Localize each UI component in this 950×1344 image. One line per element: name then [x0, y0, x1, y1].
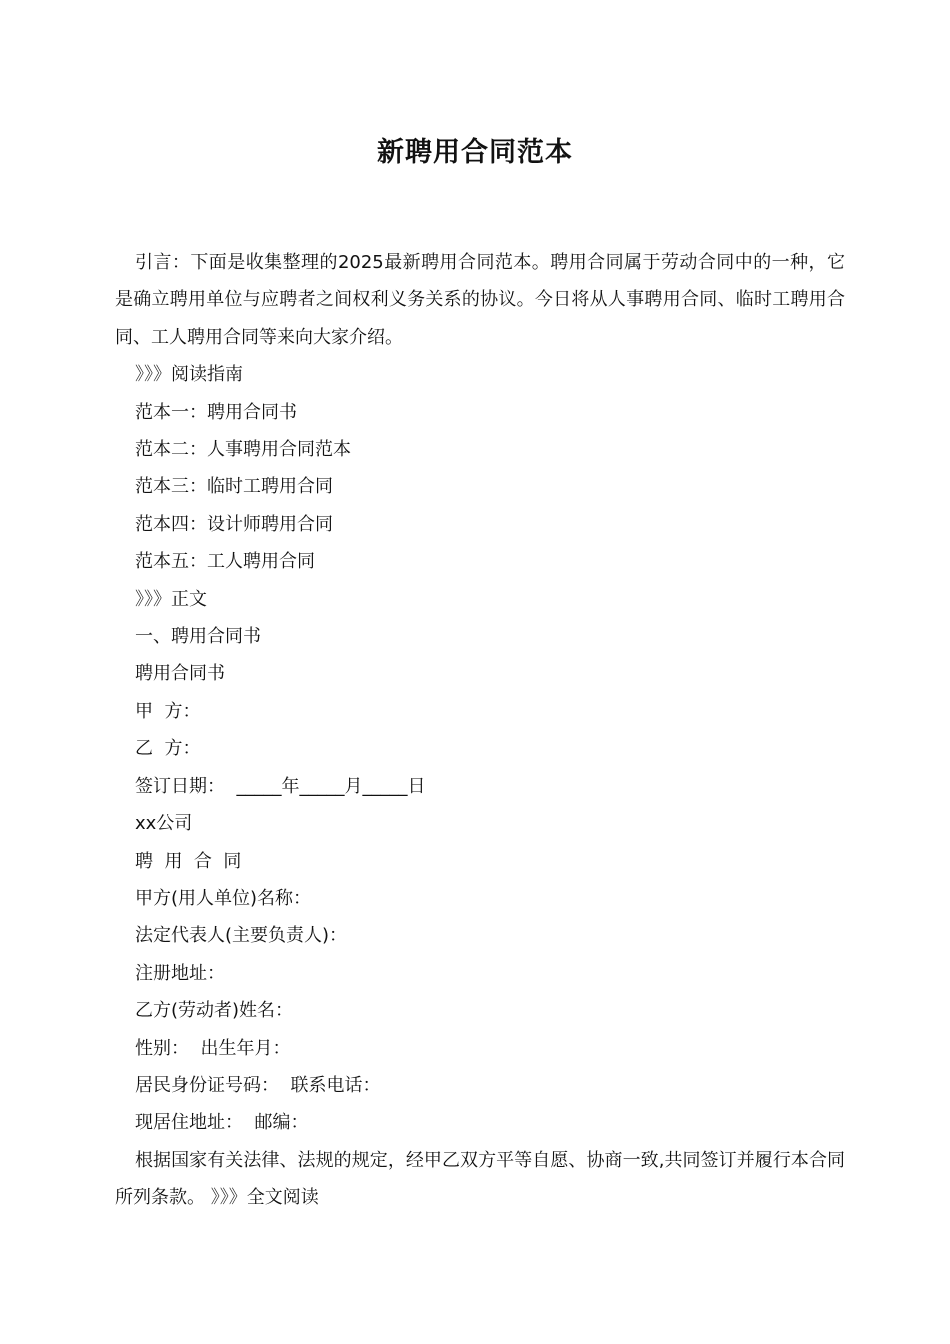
document-body: [115, 244, 845, 1217]
contract-title: 聘用合同书: [135, 663, 225, 685]
company-line: xx公司: [135, 813, 193, 835]
contract-heading: 聘 用 合 同: [135, 850, 242, 872]
guide-item-3: 范本三：临时工聘用合同: [135, 476, 333, 498]
field-registered-address: 注册地址：: [135, 962, 225, 984]
field-gender-birth: 性别： 出生年月：: [135, 1037, 291, 1059]
guide-item-4: 范本四：设计师聘用合同: [135, 513, 333, 535]
intro-paragraph: 引言：下面是收集整理的2025最新聘用合同范本。聘用合同属于劳动合同中的一种，它是确立聘用单位与应聘者之间权利义务关系的协议。今日将从人事聘用合同、临时工聘用合同、工人聘用合同等来向大家介绍。: [115, 252, 845, 348]
guide-heading: 》》》阅读指南: [135, 364, 243, 386]
party-b-line: 乙 方：: [135, 738, 201, 760]
body-heading: 》》》正文: [135, 588, 207, 610]
field-employee-name: 乙方(劳动者)姓名：: [135, 1000, 294, 1022]
section-title: 一、聘用合同书: [135, 626, 261, 648]
party-a-line: 甲 方：: [135, 700, 201, 722]
guide-item-5: 范本五：工人聘用合同: [135, 551, 315, 573]
sign-date-line: 签订日期： _____年_____月_____日: [135, 775, 426, 797]
guide-item-2: 范本二：人事聘用合同范本: [135, 439, 351, 461]
field-legal-representative: 法定代表人(主要负责人)：: [135, 925, 348, 947]
guide-item-1: 范本一：聘用合同书: [135, 401, 297, 423]
closing-paragraph: 根据国家有关法律、法规的规定，经甲乙双方平等自愿、协商一致,共同签订并履行本合同所列条款。 》》》全文阅读: [115, 1149, 845, 1209]
document-title: 新聘用合同范本: [377, 137, 573, 168]
field-address-postcode: 现居住地址： 邮编：: [135, 1112, 309, 1134]
field-id-phone: 居民身份证号码： 联系电话：: [135, 1074, 381, 1096]
field-employer-name: 甲方(用人单位)名称：: [135, 887, 312, 909]
